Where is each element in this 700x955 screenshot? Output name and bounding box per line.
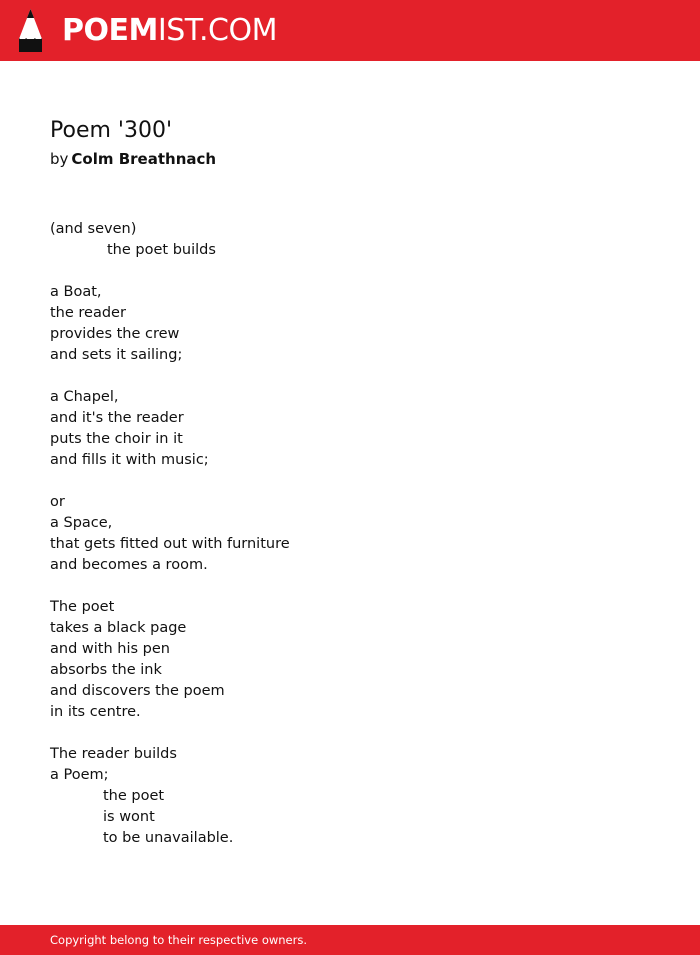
site-logo-text[interactable]	[62, 11, 277, 51]
copyright-notice: Copyright belong to their respective owners.	[50, 933, 308, 947]
poem-line	[50, 576, 650, 597]
poem-line: and fills it with music;	[50, 452, 209, 468]
poem-line: takes a black page	[50, 620, 187, 636]
poem-body	[50, 219, 650, 849]
author-name: Colm Breathnach	[71, 150, 217, 168]
poem-line	[50, 471, 650, 492]
poem-line: and it's the reader	[50, 410, 184, 426]
poem-line: or	[50, 494, 65, 510]
poem-line: in its centre.	[50, 704, 141, 720]
poem-line: that gets fitted out with furniture	[50, 536, 290, 552]
site-header	[0, 0, 700, 61]
poem-line	[50, 261, 650, 282]
poem-line	[50, 366, 650, 387]
poem-line: The reader builds	[50, 746, 177, 762]
poem-line: and discovers the poem	[50, 683, 225, 699]
poem-line: the poet	[103, 788, 165, 804]
poem-line: and with his pen	[50, 641, 170, 657]
poem-line: The poet	[50, 599, 115, 615]
poem-line: the poet builds	[107, 242, 216, 258]
poem-line: the reader	[50, 305, 126, 321]
poem-title: Poem '300'	[50, 118, 172, 143]
poem-line: puts the choir in it	[50, 431, 183, 447]
poem-line: to be unavailable.	[103, 830, 234, 846]
poem-line: and sets it sailing;	[50, 347, 183, 363]
poem-line: a Poem;	[50, 767, 109, 783]
brand-light: IST.COM	[157, 13, 277, 48]
poem-line: a Space,	[50, 515, 113, 531]
brand-bold: POEM	[62, 13, 158, 48]
poem-line: provides the crew	[50, 326, 180, 342]
poem-line	[50, 723, 650, 744]
poem-line: and becomes a room.	[50, 557, 208, 573]
site-footer	[0, 925, 700, 955]
poem-line: (and seven)	[50, 221, 137, 237]
by-label: by	[50, 150, 69, 168]
poem-line: is wont	[103, 809, 155, 825]
poem-line: absorbs the ink	[50, 662, 162, 678]
poem-line: a Boat,	[50, 284, 102, 300]
pencil-tip-icon[interactable]	[17, 9, 44, 52]
byline	[50, 149, 216, 169]
poem-line: a Chapel,	[50, 389, 119, 405]
